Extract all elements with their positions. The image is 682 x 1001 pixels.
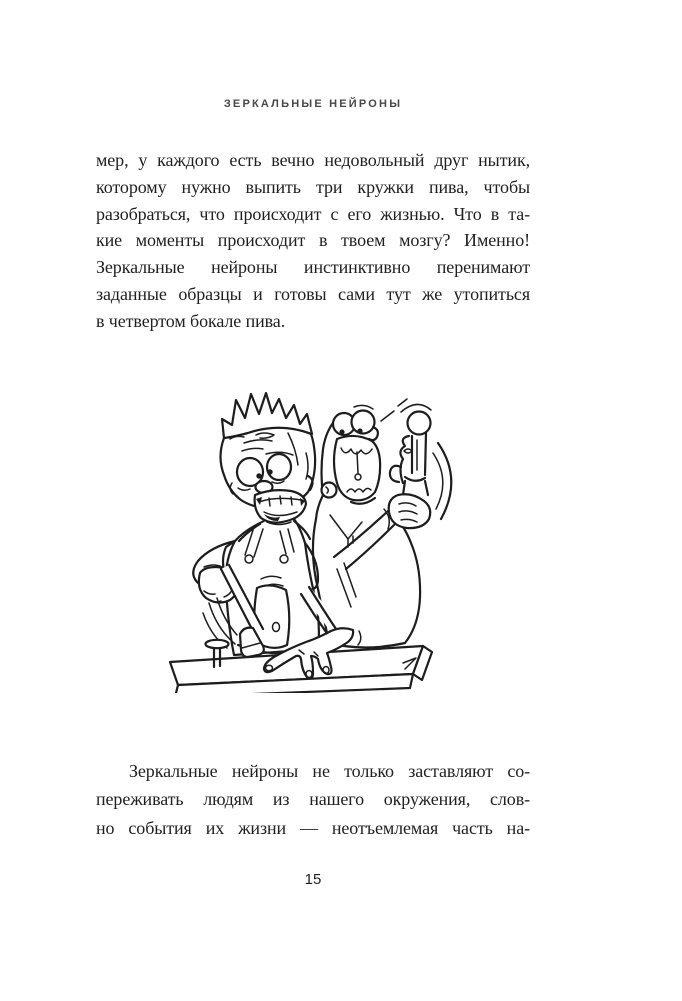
strap-button (280, 555, 288, 563)
text-line: которому нужно выпить три кружки пива, чтобы (96, 176, 530, 197)
text-line: кие моменты происходит в твоем мозгу? Именно! (96, 230, 530, 251)
text-line: в четвертом бокале пива. (96, 310, 286, 331)
cartoon-hammer-scene (160, 391, 470, 693)
paragraph-2 (96, 757, 530, 842)
page-number: 15 (304, 871, 322, 888)
text-line: переживать людям из нашего окружения, слов- (96, 789, 530, 810)
right-man-eye (352, 411, 375, 434)
hammering-man (193, 393, 346, 657)
left-man-eye (267, 454, 291, 480)
running-header: ЗЕРКАЛЬНЫЕ НЕЙРОНЫ (223, 98, 403, 110)
text-line: Зеркальные нейроны не только заставляют со- (129, 761, 530, 781)
strap-button (245, 555, 253, 563)
paragraph-1 (96, 147, 530, 335)
screaming-man (313, 399, 451, 648)
grimacing-mouth (255, 490, 306, 522)
text-line: мер, у каждого есть вечно недовольный друг нытик, (96, 150, 530, 170)
text-line: но события их жизни — неотъемлемая часть на- (96, 817, 530, 838)
text-line: разобраться, что происходит с его жизнью. Что в та- (96, 203, 530, 224)
text-line: заданные образцы и готовы сами тут же утопиться (96, 283, 530, 304)
book-illustration (160, 391, 470, 693)
text-line: Зеркальные нейроны инстинктивно перенимают (96, 257, 530, 278)
swollen-fingertip (408, 412, 431, 435)
